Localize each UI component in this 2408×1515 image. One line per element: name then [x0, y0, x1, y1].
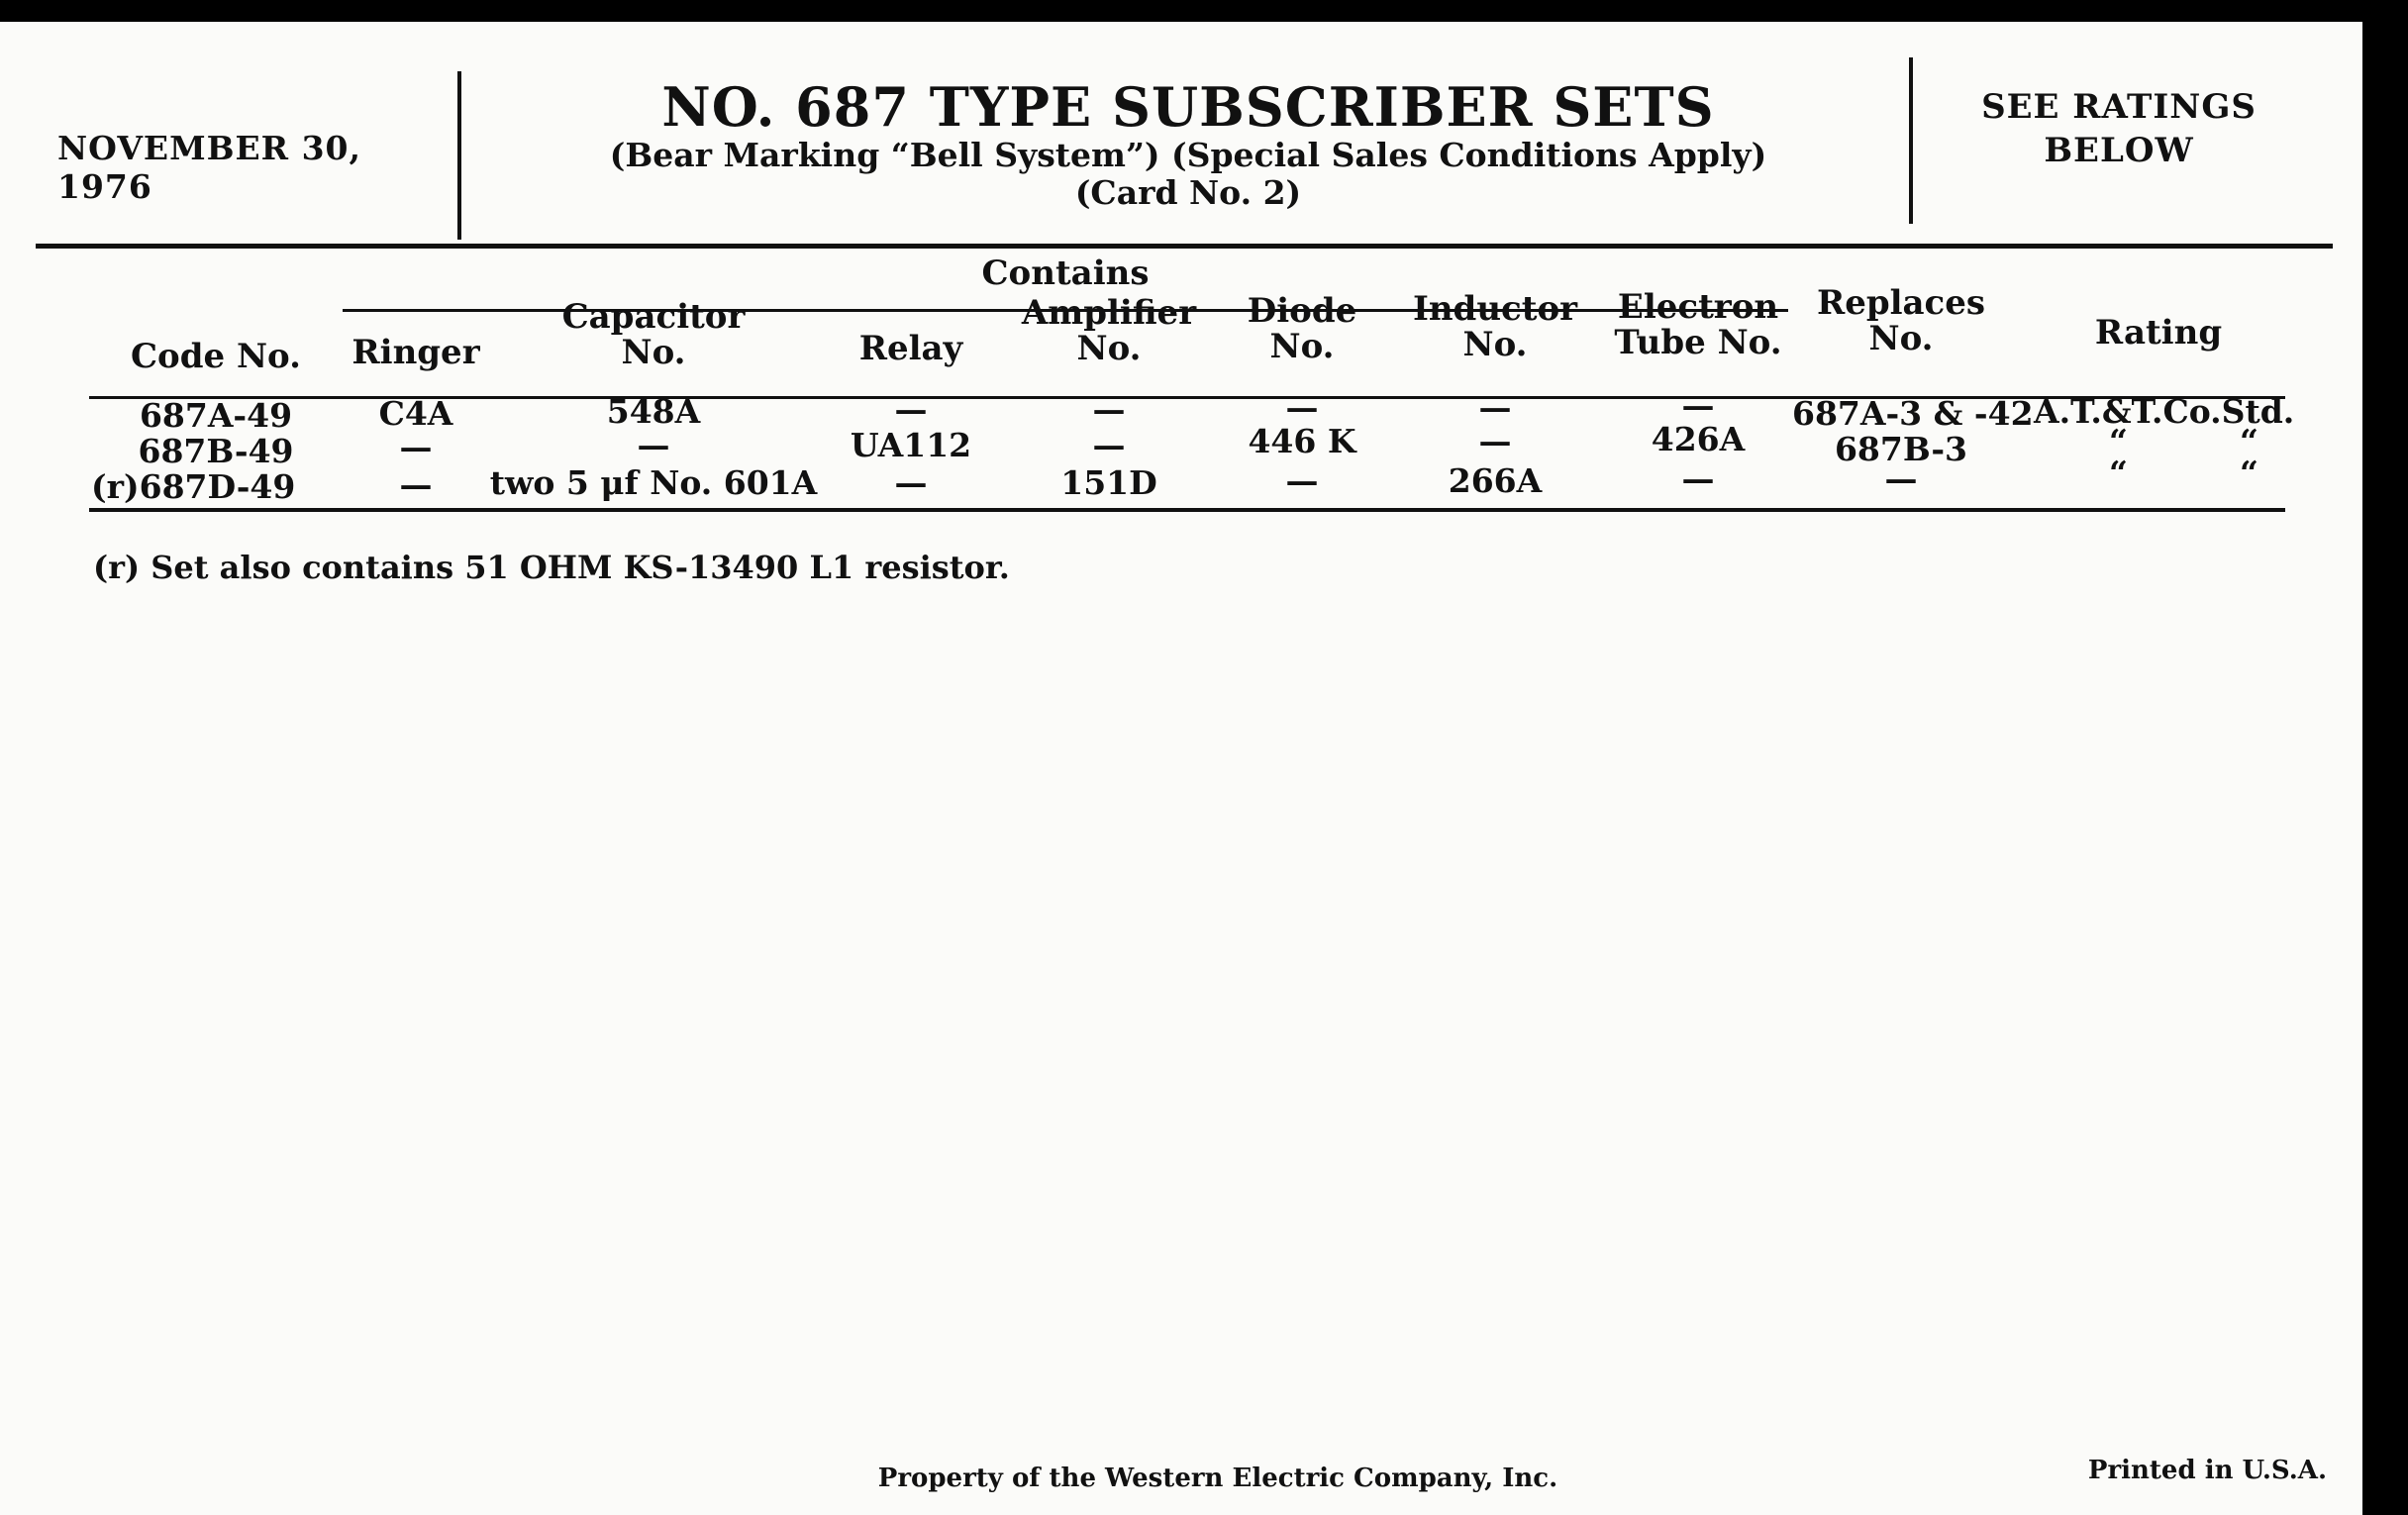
row2-rating-ditto-left: “ [2109, 422, 2128, 460]
col-header-capacitor-line1: Capacitor [561, 297, 746, 337]
ratings-note-line1: SEE RATINGS [1981, 87, 2257, 127]
row1-diode: — [1285, 388, 1319, 427]
col-header-ringer-line1: Ringer [351, 333, 480, 372]
row2-tube: 426A [1651, 420, 1746, 458]
col-header-ringer [337, 335, 495, 370]
row1-relay: — [894, 390, 928, 429]
row3-relay: — [894, 463, 928, 502]
col-header-amplifier-line2: No. [1076, 329, 1142, 368]
card-title: NO. 687 TYPE SUBSCRIBER SETS [661, 75, 1715, 139]
card-header [495, 77, 1881, 212]
ratings-note [1941, 85, 2297, 172]
row1-tube: — [1681, 386, 1715, 425]
row3-code: (r)687D-49 [91, 467, 296, 506]
row1-inductor: — [1478, 388, 1512, 427]
col-header-tube [1604, 289, 1792, 360]
col-header-capacitor [515, 299, 792, 370]
footer-property: Property of the Western Electric Company, Inc. [877, 1464, 1558, 1493]
col-header-inductor-line2: No. [1462, 325, 1528, 364]
col-header-relay [832, 331, 990, 366]
card-subtitle: (Bear Marking “Bell System”) (Special Sales Conditions Apply) [609, 136, 1767, 174]
card-number: (Card No. 2) [1074, 173, 1302, 212]
col-header-replaces [1802, 285, 2000, 356]
row3-rating-ditto-left: “ [2109, 454, 2128, 492]
col-header-relay-line1: Relay [858, 329, 963, 368]
col-header-code [117, 339, 315, 374]
col-header-diode [1228, 293, 1376, 364]
footer-printed: Printed in U.S.A. [2087, 1456, 2327, 1485]
row3-rating-ditto-right: “ [2240, 454, 2258, 492]
row2-inductor: — [1478, 422, 1512, 460]
row2-relay: UA112 [850, 426, 972, 464]
col-header-tube-line1: Electron [1617, 287, 1779, 327]
row2-replaces: 687B-3 [1834, 430, 1968, 468]
header-divider-left [457, 71, 461, 240]
row3-inductor: 266A [1448, 461, 1543, 500]
col-header-code-line1: Code No. [131, 337, 301, 376]
col-header-tube-line2: Tube No. [1614, 323, 1782, 362]
contains-group-label: Contains [981, 253, 1150, 293]
col-header-rating [2059, 315, 2258, 351]
row1-capacitor: 548A [606, 392, 701, 431]
scan-border-top [0, 0, 2408, 22]
col-header-diode-line2: No. [1269, 327, 1335, 366]
row3-ringer: — [399, 465, 433, 504]
ratings-note-line2: BELOW [2044, 131, 2194, 170]
col-header-replaces-line2: No. [1868, 319, 1934, 358]
row3-replaces: — [1884, 459, 1918, 498]
row2-capacitor: — [637, 426, 670, 464]
row2-code: 687B-49 [138, 432, 294, 470]
col-header-rating-line1: Rating [2094, 313, 2223, 353]
row2-rating-ditto-right: “ [2240, 422, 2258, 460]
card-date: NOVEMBER 30, 1976 [57, 129, 361, 206]
col-header-amplifier [1010, 295, 1208, 366]
row1-code: 687A-49 [139, 396, 293, 435]
header-rule [36, 244, 2333, 249]
row3-amplifier: 151D [1060, 463, 1157, 502]
col-header-inductor [1406, 291, 1584, 362]
header-divider-right [1909, 57, 1913, 224]
footnote-resistor: (r) Set also contains 51 OHM KS-13490 L1 resistor. [93, 549, 1010, 586]
table-bottom-rule [89, 508, 2285, 512]
row3-diode: — [1285, 461, 1319, 500]
col-header-amplifier-line1: Amplifier [1021, 293, 1197, 333]
row2-amplifier: — [1092, 426, 1126, 464]
row2-diode: 446 K [1248, 422, 1356, 460]
row1-ringer: C4A [378, 394, 453, 433]
catalog-card [0, 22, 2362, 1515]
col-header-replaces-line1: Replaces [1816, 283, 1986, 323]
row2-ringer: — [399, 428, 433, 466]
row3-tube: — [1681, 459, 1715, 498]
col-header-diode-line1: Diode [1247, 291, 1357, 331]
col-header-capacitor-line2: No. [621, 333, 686, 372]
row3-capacitor: two 5 μf No. 601A [489, 463, 818, 502]
scan-border-right [2362, 0, 2408, 1515]
col-header-inductor-line1: Inductor [1412, 289, 1578, 329]
row1-replaces: 687A-3 & -42 [1792, 394, 2034, 433]
row1-rating: A.T.&T.Co.Std. [2034, 392, 2295, 431]
row1-amplifier: — [1092, 390, 1126, 429]
